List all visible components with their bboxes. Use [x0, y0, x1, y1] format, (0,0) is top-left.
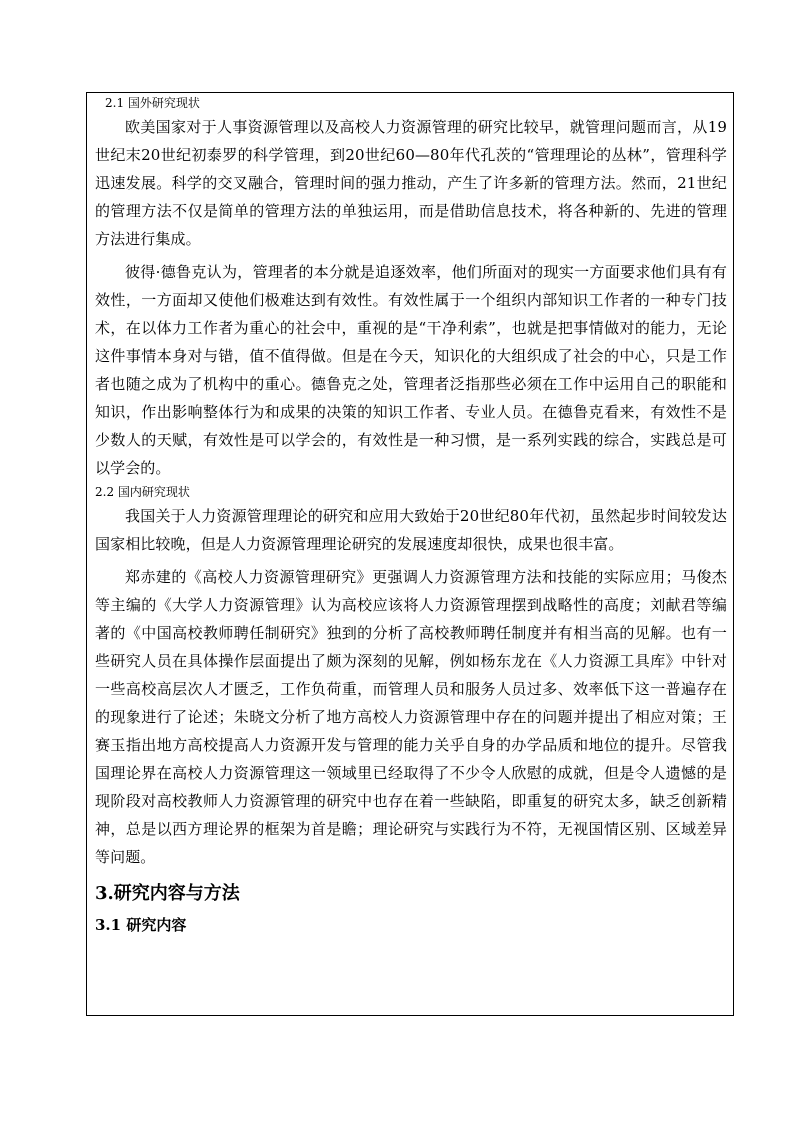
section-2-1-title: 2.1 国外研究现状: [105, 96, 200, 110]
section-2-2-paragraph-1: 我国关于人力资源管理理论的研究和应用大致始于20世纪80年代初，虽然起步时间较发达国家相比较晚，但是人力资源管理理论研究的发展速度却很快，成果也很丰富。: [95, 507, 727, 553]
section-3-1-title: 3.1 研究内容: [95, 916, 187, 934]
document-frame: [86, 92, 734, 1016]
section-2-2-title: 2.2 国内研究现状: [95, 485, 190, 499]
section-3-title: 3.研究内容与方法: [95, 883, 240, 904]
section-2-2-paragraph-2: 郑赤建的《高校人力资源管理研究》更强调人力资源管理方法和技能的实际应用；马俊杰等主编的《大学人力资源管理》认为高校应该将人力资源管理摆到战略性的高度；刘献君等编著的《中国高校教师聘任制研究》独到的分析了高校教师聘任制度并有相当高的见解。也有一些研究人员在具体操作层面提出了颇为深刻的见解，例如杨东龙在《人力资源工具库》中针对一些高校高层次人才匮乏，工作负荷重，而管理人员和服务人员过多、效率低下这一普遍存在的现象进行了论述；朱晓文分析了地方高校人力资源管理中存在的问题并提出了相应对策；王赛玉指出地方高校提高人力资源开发与管理的能力关乎自身的办学品质和地位的提升。尽管我国理论界在高校人力资源管理这一领域里已经取得了不少令人欣慰的成就，但是令人遗憾的是现阶段对高校教师人力资源管理的研究中也存在着一些缺陷，即重复的研究太多，缺乏创新精神，总是以西方理论界的框架为首是瞻；理论研究与实践行为不符，无视国情区别、区域差异等问题。: [95, 568, 727, 866]
document-body: [95, 93, 727, 939]
section-2-1-paragraph-1: 欧美国家对于人事资源管理以及高校人力资源管理的研究比较早，就管理问题而言，从19世纪末20世纪初泰罗的科学管理，到20世纪60—80年代孔茨的“管理理论的丛林”，管理科学迅速发展。科学的交叉融合，管理时间的强力推动，产生了许多新的管理方法。然而，21世纪的管理方法不仅是简单的管理方法的单独运用，而是借助信息技术，将各种新的、先进的管理方法进行集成。: [95, 118, 727, 248]
section-2-1-paragraph-2: 彼得·德鲁克认为，管理者的本分就是追逐效率，他们所面对的现实一方面要求他们具有有效性，一方面却又使他们极难达到有效性。有效性属于一个组织内部知识工作者的一种专门技术，在以体力工作者为重心的社会中，重视的是“干净利索”，也就是把事情做对的能力，无论这件事情本身对与错，值不值得做。但是在今天，知识化的大组织成了社会的中心，只是工作者也随之成为了机构中的重心。德鲁克之处，管理者泛指那些必须在工作中运用自己的职能和知识，作出影响整体行为和成果的决策的知识工作者、专业人员。在德鲁克看来，有效性不是少数人的天赋，有效性是可以学会的，有效性是一种习惯，是一系列实践的综合，实践总是可以学会的。: [95, 263, 727, 477]
